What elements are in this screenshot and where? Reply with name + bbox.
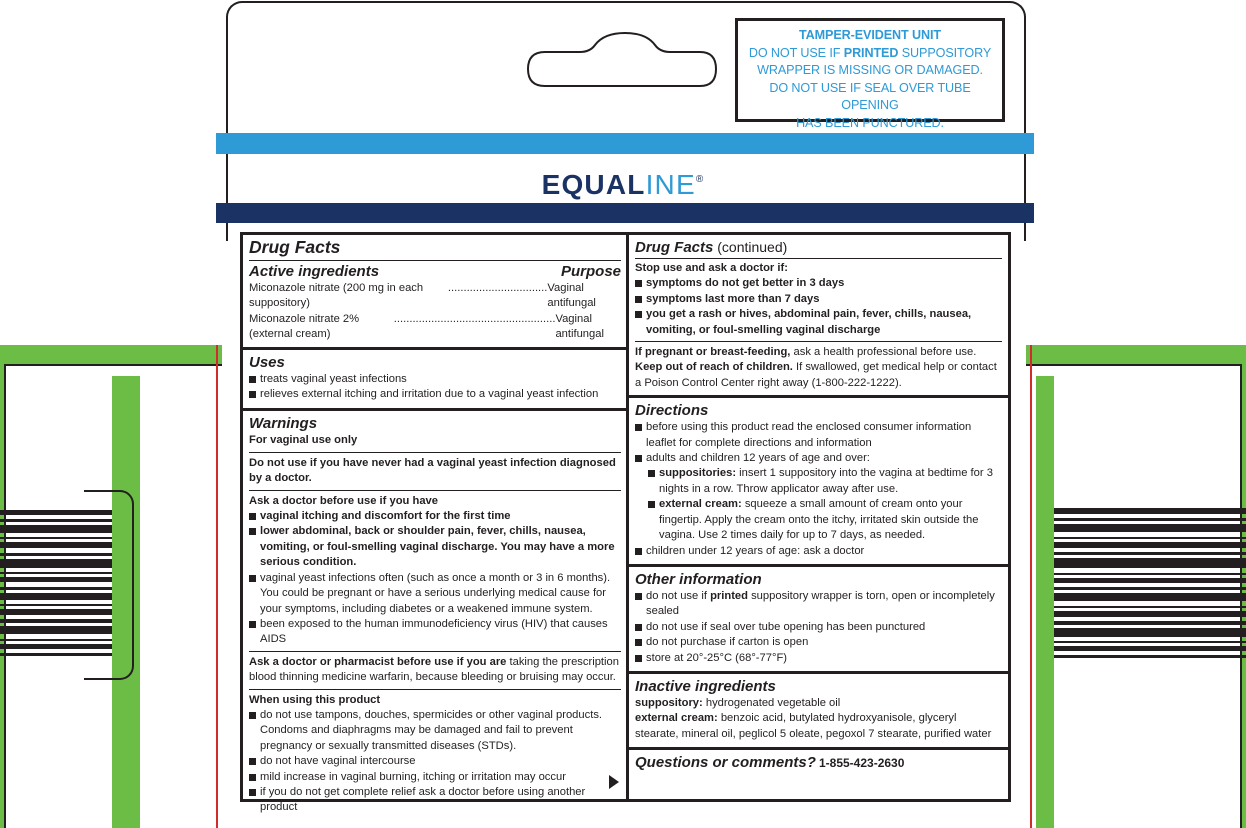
drug-facts-continued-title: Drug Facts xyxy=(635,239,714,256)
list-item: children under 12 years of age: ask a doctor xyxy=(635,544,1002,559)
other-information-heading: Other information xyxy=(635,570,762,588)
active-ingredients-heading: Active ingredients xyxy=(249,263,380,280)
drug-facts-left-column xyxy=(243,235,627,814)
warnings-heading: Warnings xyxy=(249,415,318,433)
barcode-right xyxy=(1054,508,1246,668)
directions-section xyxy=(629,398,1008,564)
list-item: store at 20°-25°C (68°-77°F) xyxy=(635,651,1002,666)
when-using-heading: When using this product xyxy=(249,693,381,706)
list-item: do not use if printed suppository wrapper is torn, open or incompletely sealed xyxy=(635,589,1002,620)
list-item: before using this product read the enclosed consumer information leaflet for complete directions and information xyxy=(635,420,1002,451)
inactive-cream: external cream: benzoic acid, butylated hydroxyanisole, glyceryl stearate, mineral oil, peglicol 5 oleate, pegoxol 7 stearate, purified water xyxy=(635,712,992,740)
directions-heading: Directions xyxy=(635,402,709,420)
inactive-ingredients-section xyxy=(629,674,1008,747)
pregnancy-warning: If pregnant or breast-feeding, ask a health professional before use. xyxy=(635,346,977,359)
carton-fold-line-left xyxy=(216,345,218,828)
brand-band-blue xyxy=(216,133,1034,154)
list-item: symptoms last more than 7 days xyxy=(635,292,1002,307)
inactive-suppository: suppository: hydrogenated vegetable oil xyxy=(635,696,841,709)
active-ingredient-row: Miconazole nitrate 2% (external cream) .................................................... Vaginal antifungal xyxy=(249,312,604,341)
questions-phone: 1-855-423-2630 xyxy=(818,756,905,771)
other-information-section xyxy=(629,567,1008,671)
list-item: been exposed to the human immunodeficiency virus (HIV) that causes AIDS xyxy=(249,617,621,648)
tamper-line-5: HAS BEEN PUNCTURED. xyxy=(796,115,944,130)
inactive-ingredients-heading: Inactive ingredients xyxy=(635,677,776,695)
list-item: vaginal itching and discomfort for the first time xyxy=(249,509,621,524)
ask-doctor-heading: Ask a doctor before use if you have xyxy=(249,494,438,507)
tamper-line-3: WRAPPER IS MISSING OR DAMAGED. xyxy=(757,63,983,78)
drug-facts-header xyxy=(243,235,627,260)
drug-facts-panel xyxy=(240,232,1011,814)
tamper-line-2: DO NOT USE IF PRINTED SUPPOSITORY xyxy=(748,45,992,60)
tamper-title: TAMPER-EVIDENT UNIT xyxy=(799,28,941,42)
stop-use-section xyxy=(629,259,1008,395)
uses-heading: Uses xyxy=(249,353,285,371)
drug-facts-right-column xyxy=(629,235,1008,799)
carton-fold-line-right xyxy=(1030,345,1032,828)
list-item: suppositories: insert 1 suppository into the vagina at bedtime for 3 nights in a row. Throw applicator away after use. xyxy=(648,466,1002,497)
carton-side-strip-right xyxy=(1036,376,1054,828)
list-item: do not purchase if carton is open xyxy=(635,635,1002,650)
warnings-subheading: For vaginal use only xyxy=(249,434,358,447)
list-item: do not have vaginal intercourse xyxy=(249,754,621,769)
uses-section xyxy=(243,350,627,409)
brand-band-navy xyxy=(216,203,1034,223)
list-item: do not use tampons, douches, spermicides or other vaginal products. Condoms and diaphragms may be damaged and fail to prevent pregnancy or sexually transmitted diseases (STDs). xyxy=(249,708,621,754)
warnings-section xyxy=(243,411,627,818)
tamper-evident-notice xyxy=(735,18,1005,130)
active-ingredient-row: Miconazole nitrate (200 mg in each suppository) ................................ Vaginal antifungal xyxy=(249,282,596,310)
stop-use-heading: Stop use and ask a doctor if: xyxy=(635,262,788,274)
list-item: relieves external itching and irritation due to a vaginal yeast infection xyxy=(249,387,621,402)
list-item: if you do not get complete relief ask a doctor before using another product xyxy=(249,785,621,816)
list-item: you get a rash or hives, abdominal pain, fever, chills, nausea, vomiting, or foul-smelling vaginal discharge xyxy=(635,307,1002,338)
list-item: vaginal yeast infections often (such as once a month or 3 in 6 months). You could be pregnant or have a serious underlying medical cause for your symptoms, including diabetes or a weakened immune system. xyxy=(249,571,621,617)
carton-tab-outline xyxy=(84,490,134,680)
list-item: symptoms do not get better in 3 days xyxy=(635,276,1002,291)
list-item: treats vaginal yeast infections xyxy=(249,372,621,387)
purpose-heading: Purpose xyxy=(560,263,621,280)
drug-facts-title: Drug Facts xyxy=(249,237,341,257)
list-item: lower abdominal, back or shoulder pain, fever, chills, nausea, vomiting, or foul-smelling vaginal discharge. You may have a more serious condition. xyxy=(249,524,621,570)
list-item: mild increase in vaginal burning, itching or irritation may occur xyxy=(249,770,621,785)
drug-facts-continued-header: Drug Facts (continued) xyxy=(635,239,788,256)
keep-out-of-reach-warning: Keep out of reach of children. If swallowed, get medical help or contact a Poison Control Center right away (1-800-222-1222). xyxy=(635,361,997,389)
continue-arrow-icon xyxy=(609,775,619,789)
tamper-line-4: DO NOT USE IF SEAL OVER TUBE OPENING xyxy=(769,80,971,113)
questions-section xyxy=(629,750,1008,775)
active-ingredients-section xyxy=(243,261,627,347)
pharmacist-warning: Ask a doctor or pharmacist before use if you are taking the prescription blood thinning medicine warfarin, because bleeding or bruising may occur. xyxy=(249,655,619,684)
list-item: do not use if seal over tube opening has been punctured xyxy=(635,620,1002,635)
list-item: external cream: squeeze a small amount of cream onto your fingertip. Apply the cream onto the itchy, irritated skin outside the vagina. Use 2 times daily for up to 7 days, as needed. xyxy=(648,497,1002,543)
questions-label: Questions or comments? xyxy=(635,754,816,772)
list-item: adults and children 12 years of age and over: xyxy=(635,451,1002,466)
brand-logo: EQUALINE® xyxy=(541,169,705,200)
do-not-use-warning: Do not use if you have never had a vaginal yeast infection diagnosed by a doctor. xyxy=(249,456,616,485)
